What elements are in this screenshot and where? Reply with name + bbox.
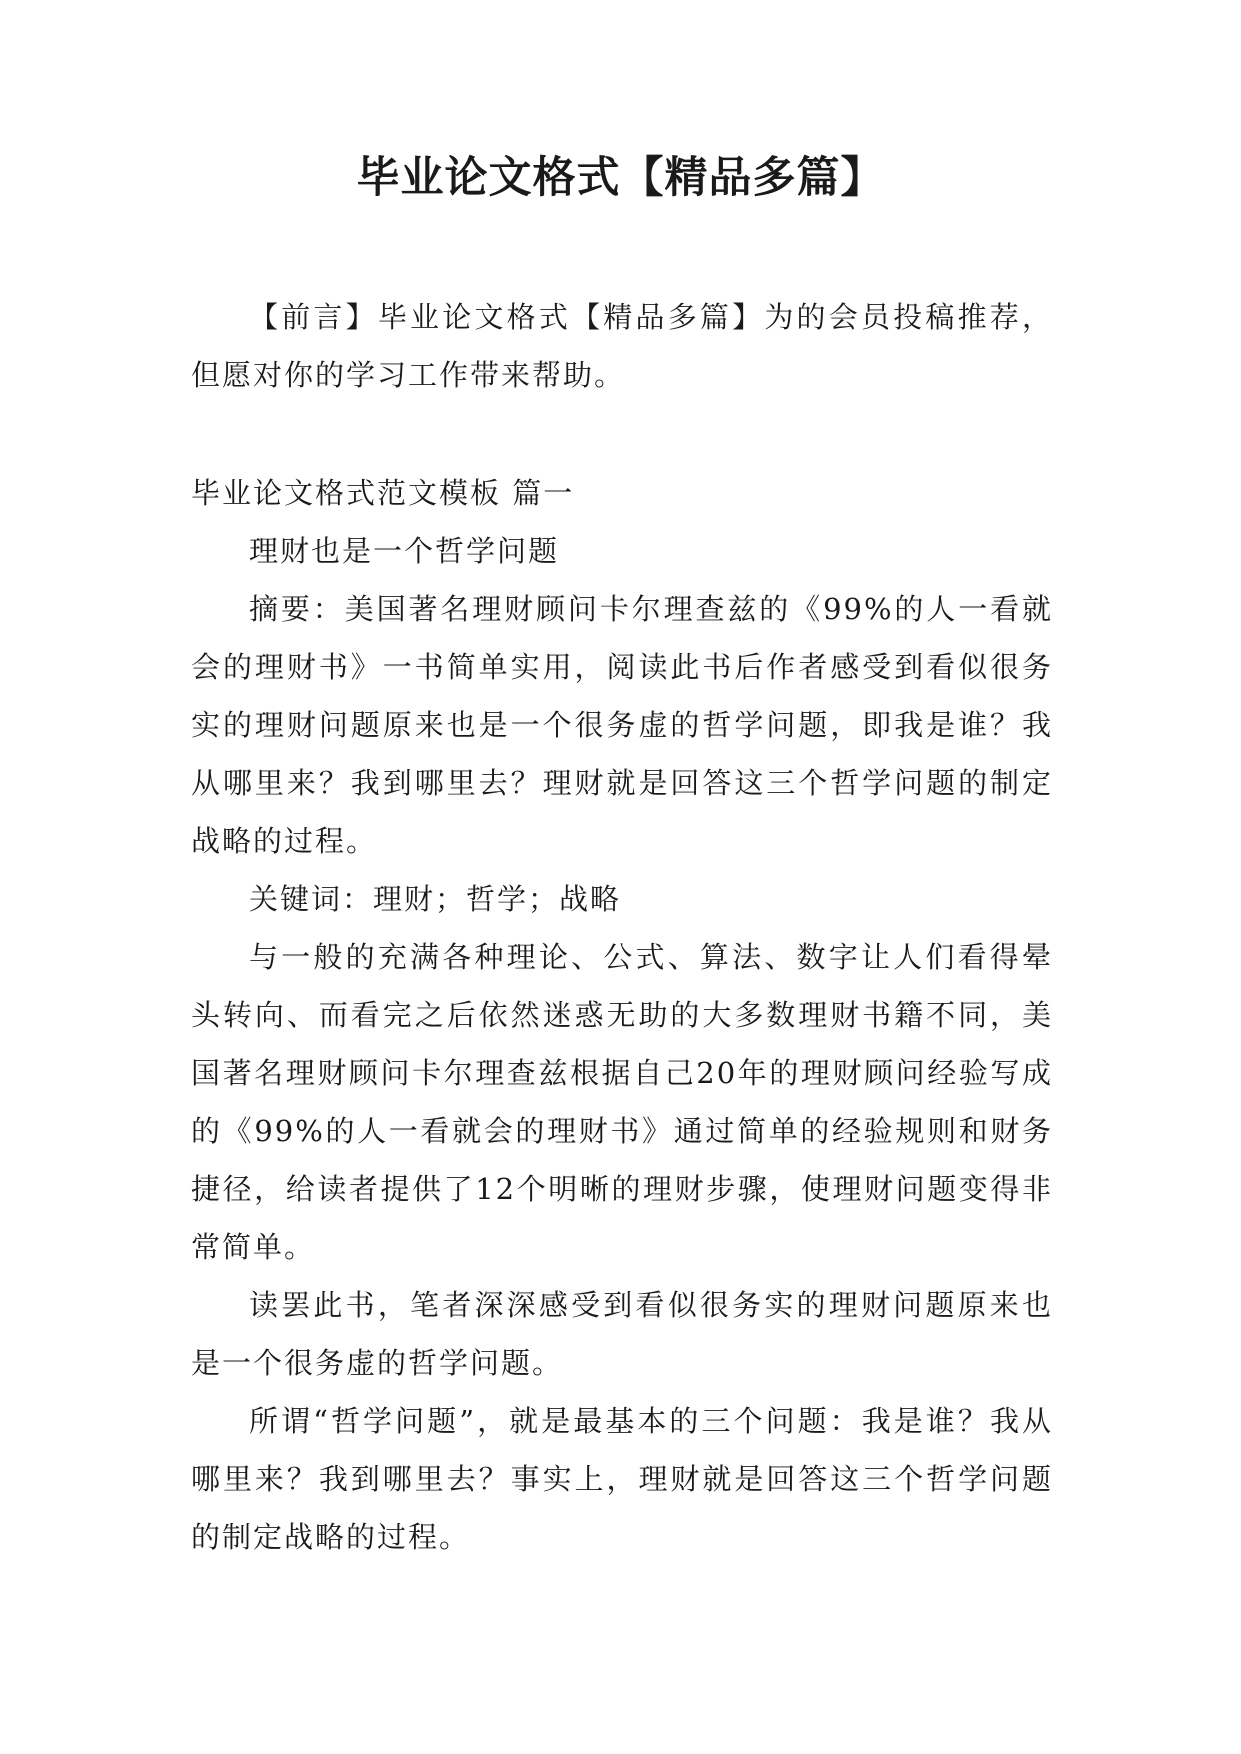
document-title: 毕业论文格式【精品多篇】 bbox=[356, 153, 885, 203]
abstract-paragraph: 摘要：美国著名理财顾问卡尔理查兹的《99%的人一看就会的理财书》一书简单实用，阅读此书后作者感受到看似很务实的理财问题原来也是一个很务虚的哲学问题，即我是谁？我从哪里来？我到哪里去？理财就是回答这三个哲学问题的制定战略的过程。 bbox=[191, 592, 1053, 858]
article-title: 理财也是一个哲学问题 bbox=[249, 534, 560, 568]
body-paragraph: 与一般的充满各种理论、公式、算法、数字让人们看得晕头转向、而看完之后依然迷惑无助的大多数理财书籍不同，美国著名理财顾问卡尔理查兹根据自己20年的理财顾问经验写成的《99%的人一看就会的理财书》通过简单的经验规则和财务捷径，给读者提供了12个明晰的理财步骤，使理财问题变得非常简单。 bbox=[191, 940, 1053, 1264]
document-body bbox=[191, 288, 1053, 1566]
preface-paragraph: 【前言】毕业论文格式【精品多篇】为的会员投稿推荐，但愿对你的学习工作带来帮助。 bbox=[191, 300, 1053, 392]
body-paragraph: 读罢此书，笔者深深感受到看似很务实的理财问题原来也是一个很务虚的哲学问题。 bbox=[191, 1288, 1053, 1380]
keywords-paragraph: 关键词：理财；哲学；战略 bbox=[249, 882, 622, 916]
spacer bbox=[191, 404, 1053, 464]
body-paragraph: 所谓“哲学问题”，就是最基本的三个问题：我是谁？我从哪里来？我到哪里去？事实上，理财就是回答这三个哲学问题的制定战略的过程。 bbox=[191, 1404, 1053, 1554]
section-heading: 毕业论文格式范文模板 篇一 bbox=[191, 476, 575, 510]
